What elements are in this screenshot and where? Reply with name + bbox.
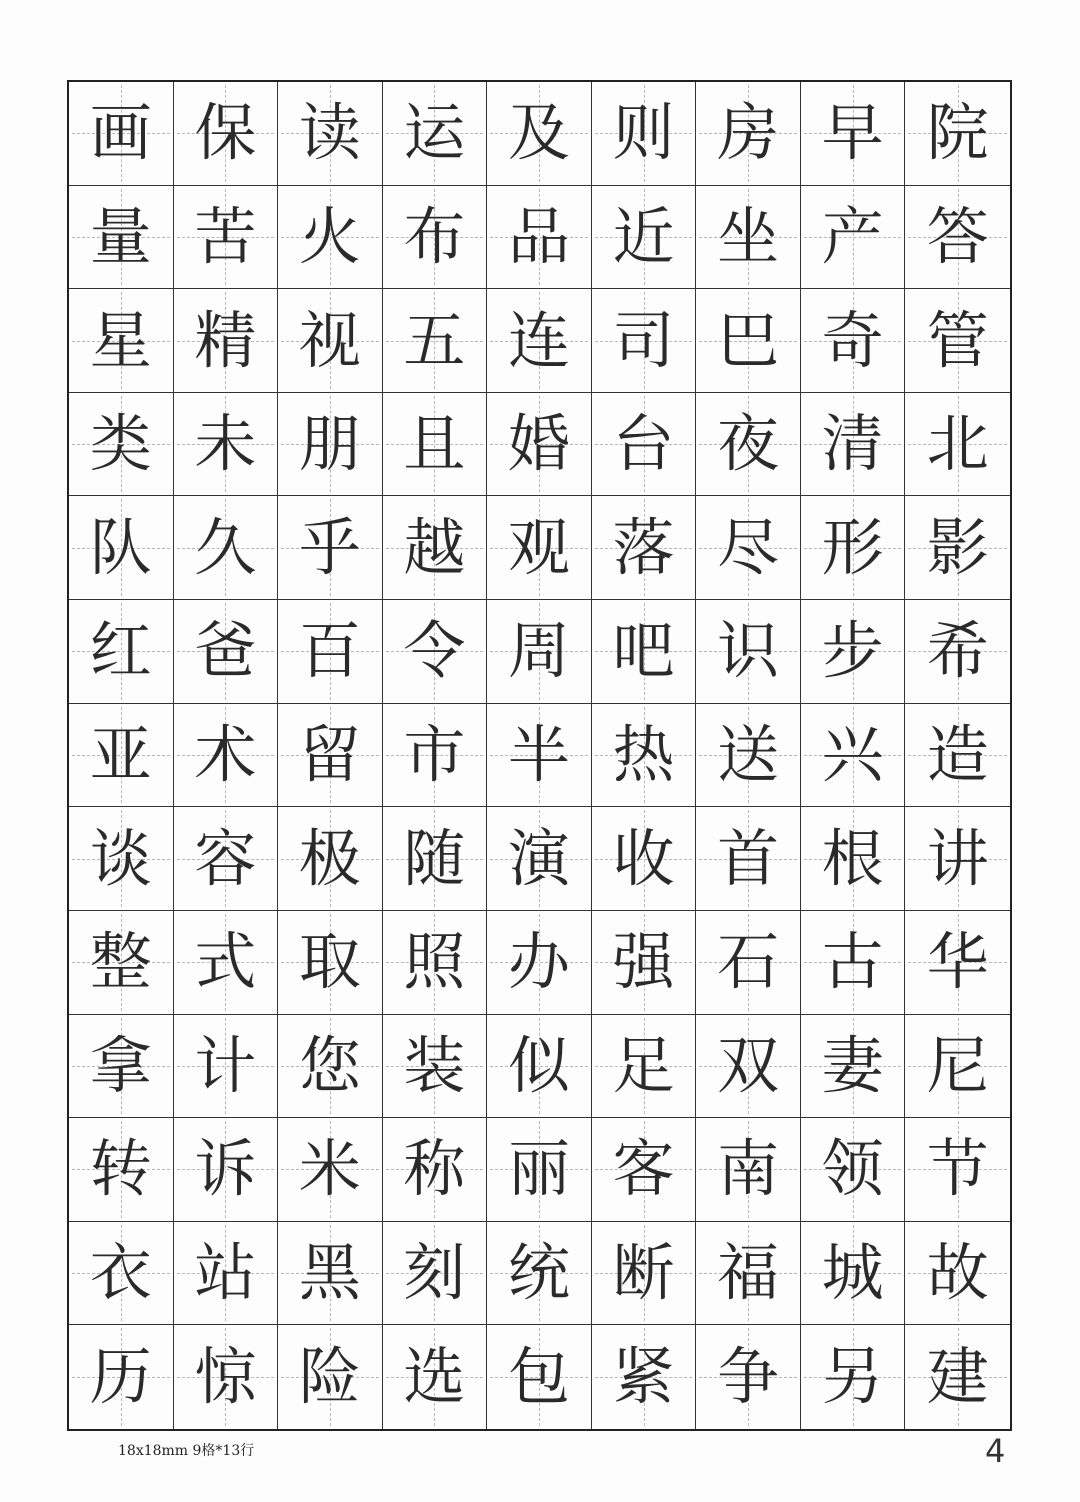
handwritten-character: 收: [612, 821, 675, 895]
handwritten-character: 选: [403, 1340, 466, 1414]
handwritten-character: 谈: [89, 821, 152, 895]
grid-cell: [487, 704, 592, 808]
grid-cell: [487, 186, 592, 290]
handwritten-character: 房: [717, 96, 780, 170]
grid-cell: [174, 393, 279, 497]
handwritten-character: 量: [89, 199, 152, 273]
handwritten-character: 整: [89, 925, 152, 999]
handwritten-character: 五: [403, 303, 466, 377]
grid-cell: [69, 82, 174, 186]
grid-cell: [801, 807, 906, 911]
grid-cell: [174, 82, 279, 186]
handwritten-character: 包: [507, 1340, 570, 1414]
handwritten-character: 称: [403, 1132, 466, 1206]
grid-cell: [905, 393, 1010, 497]
grid-cell: [383, 807, 488, 911]
handwritten-character: 根: [821, 821, 884, 895]
handwritten-character: 类: [89, 407, 152, 481]
grid-cell: [592, 1222, 697, 1326]
grid-cell: [69, 1015, 174, 1119]
grid-cell: [905, 1222, 1010, 1326]
handwritten-character: 步: [821, 614, 884, 688]
handwritten-character: 朋: [298, 407, 361, 481]
handwritten-character: 队: [89, 510, 152, 584]
handwritten-character: 观: [507, 510, 570, 584]
handwritten-character: 半: [507, 717, 570, 791]
grid-cell: [801, 82, 906, 186]
handwritten-character: 建: [926, 1340, 989, 1414]
handwritten-character: 形: [821, 510, 884, 584]
grid-cell: [278, 1015, 383, 1119]
grid-cell: [696, 600, 801, 704]
handwritten-character: 送: [717, 717, 780, 791]
grid-cell: [905, 600, 1010, 704]
grid-cell: [592, 186, 697, 290]
handwritten-character: 造: [926, 717, 989, 791]
grid-cell: [696, 1015, 801, 1119]
handwritten-character: 火: [298, 199, 361, 273]
handwritten-character: 苦: [194, 199, 257, 273]
handwritten-character: 照: [403, 925, 466, 999]
grid-cell: [69, 496, 174, 600]
grid-cell: [696, 393, 801, 497]
handwritten-character: 计: [194, 1028, 257, 1102]
handwritten-character: 故: [926, 1236, 989, 1310]
handwritten-character: 司: [612, 303, 675, 377]
grid-cell: [801, 289, 906, 393]
handwritten-character: 视: [298, 303, 361, 377]
grid-cell: [383, 600, 488, 704]
grid-cell: [383, 1015, 488, 1119]
grid-cell: [801, 704, 906, 808]
handwritten-character: 清: [821, 407, 884, 481]
handwritten-character: 未: [194, 407, 257, 481]
grid-cell: [487, 807, 592, 911]
handwritten-character: 尼: [926, 1028, 989, 1102]
handwritten-character: 尽: [717, 510, 780, 584]
grid-cell: [278, 496, 383, 600]
grid-cell: [696, 704, 801, 808]
handwritten-character: 装: [403, 1028, 466, 1102]
handwritten-character: 站: [194, 1236, 257, 1310]
handwritten-character: 红: [89, 614, 152, 688]
grid-cell: [592, 496, 697, 600]
grid-cell: [801, 1222, 906, 1326]
handwritten-character: 统: [507, 1236, 570, 1310]
handwritten-character: 市: [403, 717, 466, 791]
grid-cell: [174, 1015, 279, 1119]
handwritten-character: 周: [507, 614, 570, 688]
handwritten-character: 黑: [298, 1236, 361, 1310]
handwritten-character: 爸: [194, 614, 257, 688]
handwritten-character: 越: [403, 510, 466, 584]
handwritten-character: 转: [89, 1132, 152, 1206]
handwritten-character: 落: [612, 510, 675, 584]
grid-cell: [801, 600, 906, 704]
grid-cell: [383, 911, 488, 1015]
grid-cell: [592, 289, 697, 393]
handwritten-character: 则: [612, 96, 675, 170]
grid-cell: [905, 289, 1010, 393]
handwritten-character: 早: [821, 96, 884, 170]
grid-cell: [592, 1325, 697, 1429]
grid-cell: [383, 82, 488, 186]
handwritten-character: 保: [194, 96, 257, 170]
handwritten-character: 刻: [403, 1236, 466, 1310]
grid-cell: [174, 1222, 279, 1326]
grid-cell: [592, 1015, 697, 1119]
handwritten-character: 福: [717, 1236, 780, 1310]
grid-cell: [278, 186, 383, 290]
handwritten-character: 争: [717, 1340, 780, 1414]
handwritten-character: 丽: [507, 1132, 570, 1206]
handwritten-character: 及: [507, 96, 570, 170]
grid-cell: [905, 911, 1010, 1015]
grid-cell: [383, 289, 488, 393]
handwritten-character: 惊: [194, 1340, 257, 1414]
handwritten-character: 画: [89, 96, 152, 170]
handwritten-character: 坐: [717, 199, 780, 273]
handwritten-character: 您: [298, 1028, 361, 1102]
grid-cell: [487, 911, 592, 1015]
handwritten-character: 讲: [926, 821, 989, 895]
handwritten-character: 历: [89, 1340, 152, 1414]
grid-cell: [174, 1118, 279, 1222]
grid-cell: [69, 1118, 174, 1222]
grid-cell: [383, 1118, 488, 1222]
grid-cell: [696, 807, 801, 911]
grid-cell: [174, 289, 279, 393]
handwritten-character: 似: [507, 1028, 570, 1102]
grid-cell: [905, 1325, 1010, 1429]
handwritten-character: 布: [403, 199, 466, 273]
grid-cell: [592, 1118, 697, 1222]
grid-cell: [69, 186, 174, 290]
page-number: 4: [985, 1432, 1006, 1470]
grid-cell: [487, 1222, 592, 1326]
handwritten-character: 巴: [717, 303, 780, 377]
handwritten-character: 百: [298, 614, 361, 688]
grid-cell: [592, 704, 697, 808]
grid-cell: [69, 1325, 174, 1429]
grid-cell: [174, 600, 279, 704]
handwritten-character: 兴: [821, 717, 884, 791]
handwritten-character: 办: [507, 925, 570, 999]
grid-cell: [696, 289, 801, 393]
grid-cell: [487, 82, 592, 186]
handwritten-character: 石: [717, 925, 780, 999]
handwritten-character: 管: [926, 303, 989, 377]
grid-spec-label: 18x18mm 9格*13行: [118, 1443, 255, 1459]
grid-cell: [69, 911, 174, 1015]
grid-cell: [905, 496, 1010, 600]
grid-cell: [801, 1118, 906, 1222]
grid-cell: [278, 1222, 383, 1326]
grid-cell: [278, 600, 383, 704]
handwritten-character: 婚: [507, 407, 570, 481]
grid-cell: [383, 704, 488, 808]
handwritten-character: 衣: [89, 1236, 152, 1310]
handwritten-character: 双: [717, 1028, 780, 1102]
practice-grid: [67, 80, 1012, 1431]
handwritten-character: 精: [194, 303, 257, 377]
handwritten-character: 且: [403, 407, 466, 481]
grid-cell: [696, 1118, 801, 1222]
handwritten-character: 客: [612, 1132, 675, 1206]
handwritten-character: 另: [821, 1340, 884, 1414]
grid-cell: [487, 393, 592, 497]
handwritten-character: 取: [298, 925, 361, 999]
grid-cell: [383, 496, 488, 600]
grid-cell: [801, 496, 906, 600]
handwritten-character: 热: [612, 717, 675, 791]
grid-cell: [69, 807, 174, 911]
handwritten-character: 运: [403, 96, 466, 170]
grid-cell: [487, 289, 592, 393]
handwritten-character: 令: [403, 614, 466, 688]
grid-cell: [696, 1222, 801, 1326]
grid-cell: [801, 911, 906, 1015]
grid-cell: [905, 704, 1010, 808]
handwritten-character: 强: [612, 925, 675, 999]
handwritten-character: 答: [926, 199, 989, 273]
grid-cell: [174, 911, 279, 1015]
grid-cell: [278, 911, 383, 1015]
grid-cell: [278, 82, 383, 186]
grid-cell: [278, 289, 383, 393]
grid-cell: [278, 393, 383, 497]
grid-cell: [383, 186, 488, 290]
handwritten-character: 乎: [298, 510, 361, 584]
grid-cell: [487, 600, 592, 704]
grid-cell: [696, 1325, 801, 1429]
handwritten-character: 断: [612, 1236, 675, 1310]
handwritten-character: 亚: [89, 717, 152, 791]
grid-cell: [592, 393, 697, 497]
grid-cell: [487, 496, 592, 600]
grid-cell: [592, 911, 697, 1015]
handwritten-character: 容: [194, 821, 257, 895]
handwritten-character: 领: [821, 1132, 884, 1206]
grid-cell: [383, 393, 488, 497]
grid-cell: [174, 1325, 279, 1429]
grid-cell: [801, 186, 906, 290]
grid-cell: [696, 82, 801, 186]
grid-cell: [487, 1325, 592, 1429]
handwritten-character: 古: [821, 925, 884, 999]
grid-cell: [278, 1118, 383, 1222]
handwritten-character: 星: [89, 303, 152, 377]
grid-cell: [69, 1222, 174, 1326]
grid-cell: [69, 289, 174, 393]
handwritten-character: 险: [298, 1340, 361, 1414]
handwritten-character: 华: [926, 925, 989, 999]
grid-cell: [174, 496, 279, 600]
grid-cell: [905, 807, 1010, 911]
grid-cell: [69, 704, 174, 808]
handwritten-character: 品: [507, 199, 570, 273]
handwritten-character: 术: [194, 717, 257, 791]
grid-cell: [383, 1325, 488, 1429]
handwritten-character: 吧: [612, 614, 675, 688]
handwritten-character: 首: [717, 821, 780, 895]
grid-cell: [905, 186, 1010, 290]
grid-cell: [592, 82, 697, 186]
handwritten-character: 近: [612, 199, 675, 273]
handwritten-character: 极: [298, 821, 361, 895]
handwritten-character: 节: [926, 1132, 989, 1206]
handwritten-character: 影: [926, 510, 989, 584]
grid-cell: [174, 704, 279, 808]
handwritten-character: 奇: [821, 303, 884, 377]
grid-cell: [801, 393, 906, 497]
grid-cell: [801, 1015, 906, 1119]
handwritten-character: 式: [194, 925, 257, 999]
handwritten-character: 连: [507, 303, 570, 377]
handwritten-character: 产: [821, 199, 884, 273]
handwritten-character: 北: [926, 407, 989, 481]
handwritten-character: 妻: [821, 1028, 884, 1102]
grid-cell: [905, 1015, 1010, 1119]
handwritten-character: 院: [926, 96, 989, 170]
grid-cell: [69, 600, 174, 704]
grid-cell: [696, 186, 801, 290]
handwritten-character: 留: [298, 717, 361, 791]
handwritten-character: 紧: [612, 1340, 675, 1414]
handwritten-character: 拿: [89, 1028, 152, 1102]
handwritten-character: 城: [821, 1236, 884, 1310]
grid-cell: [487, 1015, 592, 1119]
grid-cell: [278, 704, 383, 808]
grid-cell: [696, 911, 801, 1015]
grid-cell: [278, 807, 383, 911]
handwritten-character: 诉: [194, 1132, 257, 1206]
handwritten-character: 读: [298, 96, 361, 170]
handwritten-character: 识: [717, 614, 780, 688]
grid-cell: [69, 393, 174, 497]
handwritten-character: 夜: [717, 407, 780, 481]
grid-cell: [801, 1325, 906, 1429]
grid-cell: [174, 807, 279, 911]
grid-cell: [383, 1222, 488, 1326]
handwritten-character: 久: [194, 510, 257, 584]
handwritten-character: 足: [612, 1028, 675, 1102]
grid-cell: [487, 1118, 592, 1222]
grid-cell: [696, 496, 801, 600]
grid-cell: [278, 1325, 383, 1429]
handwritten-character: 演: [507, 821, 570, 895]
handwritten-character: 随: [403, 821, 466, 895]
handwritten-character: 南: [717, 1132, 780, 1206]
handwritten-character: 台: [612, 407, 675, 481]
grid-cell: [592, 807, 697, 911]
handwritten-character: 米: [298, 1132, 361, 1206]
grid-cell: [905, 1118, 1010, 1222]
grid-cell: [905, 82, 1010, 186]
grid-cell: [174, 186, 279, 290]
grid-cell: [592, 600, 697, 704]
handwritten-character: 希: [926, 614, 989, 688]
